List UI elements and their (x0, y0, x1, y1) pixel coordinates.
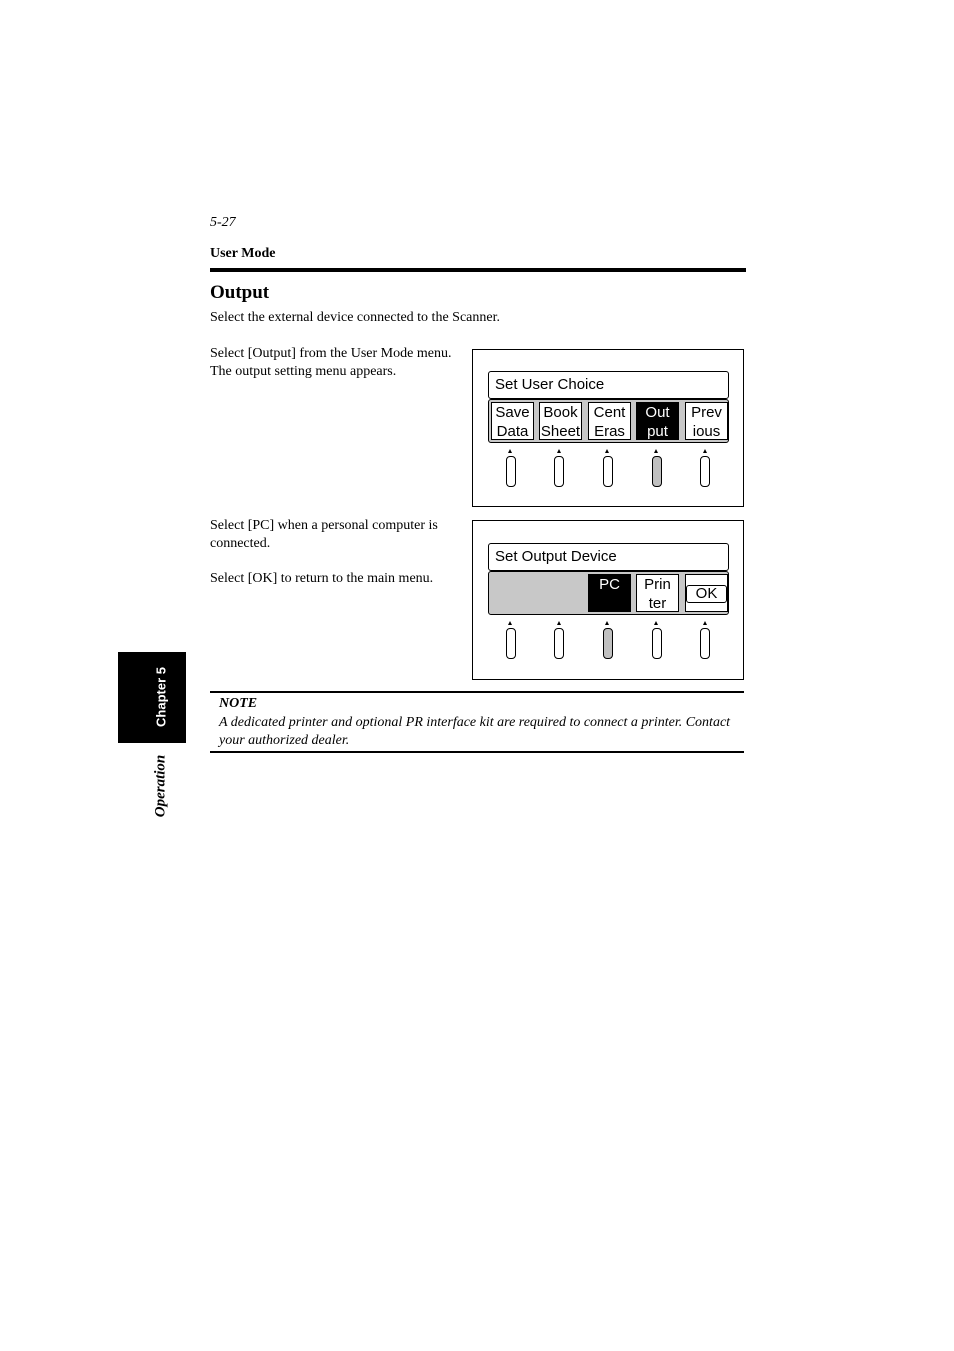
pointer-triangle-icon (508, 621, 512, 625)
step-1-line-2: The output setting menu appears. (210, 364, 397, 379)
panel-figure-user-choice (472, 349, 744, 507)
hardware-key-1[interactable] (506, 628, 516, 659)
step-3 (210, 570, 470, 588)
softkey-printer[interactable]: Prin ter (636, 574, 679, 612)
pointer-triangle-icon (654, 449, 658, 453)
softkey-ok[interactable]: OK (685, 574, 728, 612)
panel-figure-output-device (472, 520, 744, 680)
pointer-triangle-icon (605, 621, 609, 625)
section-intro: Select the external device connected to the Scanner. (210, 310, 500, 325)
softkey-book-sheet[interactable]: Book Sheet (540, 404, 581, 440)
softkey-previous[interactable]: Prev ious (685, 402, 728, 440)
step-1 (210, 345, 470, 381)
lcd-title-set-user-choice: Set User Choice (488, 371, 729, 399)
note-top-rule (210, 691, 744, 693)
lcd-softkey-row (488, 571, 729, 615)
hardware-key-3[interactable] (603, 628, 613, 659)
lcd-title-set-output-device: Set Output Device (488, 543, 729, 571)
pointer-triangle-icon (557, 449, 561, 453)
hardware-key-4[interactable] (652, 456, 662, 487)
header-rule (210, 268, 746, 272)
running-head: User Mode (210, 246, 276, 261)
pointer-triangle-icon (703, 449, 707, 453)
section-title: Output (210, 282, 270, 303)
step-2 (210, 517, 470, 553)
softkey-save-data[interactable]: Save Data (491, 402, 534, 440)
pointer-triangle-icon (605, 449, 609, 453)
hardware-key-5[interactable] (700, 628, 710, 659)
hardware-key-2[interactable] (554, 456, 564, 487)
softkey-cent-eras[interactable]: Cent Eras (588, 402, 631, 440)
page-number: 5-27 (210, 215, 236, 230)
softkey-pc[interactable]: PC (588, 574, 631, 612)
pointer-triangle-icon (654, 621, 658, 625)
note-bottom-rule (210, 751, 744, 753)
note-label: NOTE (219, 696, 258, 711)
chapter-tab (118, 652, 186, 743)
note-text: A dedicated printer and optional PR interface kit are required to connect a printer. Contact your authorized dealer. (219, 715, 731, 748)
hardware-key-3[interactable] (603, 456, 613, 487)
hardware-key-4[interactable] (652, 628, 662, 659)
lcd-softkey-row (488, 399, 729, 443)
step-1-line-1: Select [Output] from the User Mode menu. (210, 346, 452, 361)
hardware-key-5[interactable] (700, 456, 710, 487)
hardware-key-1[interactable] (506, 456, 516, 487)
step-3-line-1: Select [OK] to return to the main menu. (210, 571, 434, 586)
hardware-key-2[interactable] (554, 628, 564, 659)
step-2-line-1: Select [PC] when a personal computer is (210, 518, 438, 533)
pointer-triangle-icon (703, 621, 707, 625)
chapter-label: Chapter 5 (153, 667, 169, 727)
pointer-triangle-icon (557, 621, 561, 625)
softkey-output[interactable]: Out put (636, 402, 679, 440)
section-side-label: Operation (152, 754, 169, 818)
pointer-triangle-icon (508, 449, 512, 453)
step-2-line-2: connected. (210, 536, 271, 551)
